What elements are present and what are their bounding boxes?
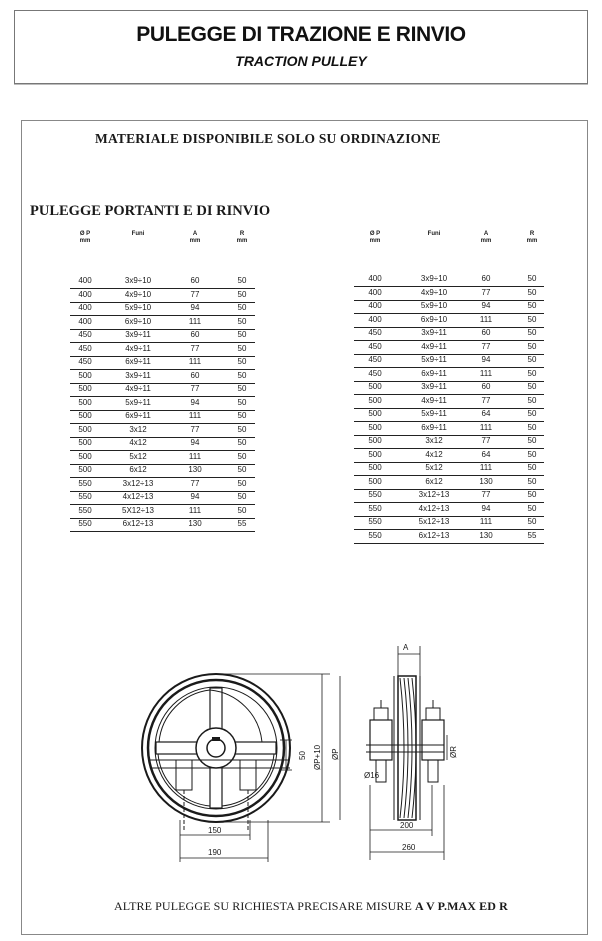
- cell-a: 94: [190, 438, 200, 447]
- cell-dp: 500: [368, 382, 382, 391]
- cell-dp: 450: [78, 330, 92, 339]
- cell-a: 111: [479, 517, 493, 526]
- cell-r: 50: [237, 357, 247, 366]
- cell-r: 50: [237, 478, 247, 488]
- cell-dp: 550: [78, 478, 92, 488]
- cell-r: 50: [237, 424, 247, 434]
- cell-funi: 6x9÷11: [421, 368, 447, 378]
- cell-a: 94: [190, 303, 200, 312]
- cell-a: 60: [481, 274, 491, 283]
- cell-r: 50: [237, 289, 247, 299]
- cell-funi: 4x12: [425, 449, 443, 459]
- cell-funi: 5x12: [425, 463, 443, 472]
- cell-a: 60: [481, 328, 491, 337]
- cell-dp: 500: [78, 451, 92, 461]
- cell-r: 50: [527, 409, 537, 418]
- cell-dp: 400: [368, 274, 382, 283]
- cell-funi: 4x9÷11: [421, 395, 447, 405]
- cell-r: 50: [237, 330, 247, 339]
- cell-dp: 500: [368, 395, 382, 405]
- page-subtitle: TRACTION PULLEY: [235, 53, 367, 69]
- cell-funi: 3x9÷11: [125, 330, 151, 339]
- cell-funi: 6x9÷10: [420, 314, 448, 324]
- cell-dp: 400: [368, 301, 382, 310]
- cell-funi: 4x9÷10: [420, 287, 448, 297]
- cell-r: 55: [527, 530, 537, 540]
- dim-label-200: 200: [400, 821, 414, 830]
- cell-funi: 4x9÷10: [124, 289, 152, 299]
- cell-r: 50: [527, 517, 537, 526]
- cell-r: 50: [527, 476, 537, 486]
- cell-r: 50: [237, 303, 247, 312]
- dim-label-190: 190: [208, 848, 222, 857]
- cell-r: 50: [237, 492, 247, 501]
- cell-r: 50: [527, 422, 537, 432]
- cell-dp: 500: [368, 436, 382, 445]
- cell-funi: 3x9÷10: [420, 274, 448, 283]
- cell-a: 77: [481, 436, 491, 445]
- footer-note-text: ALTRE PULEGGE SU RICHIESTA PRECISARE MISURE: [114, 899, 416, 913]
- cell-a: 111: [188, 505, 202, 515]
- cell-dp: 550: [78, 492, 92, 501]
- cell-dp: 450: [78, 357, 92, 366]
- cell-dp: 400: [368, 287, 382, 297]
- cell-r: 50: [237, 370, 247, 380]
- cell-r: 50: [237, 397, 247, 407]
- cell-a: 130: [479, 476, 493, 486]
- cell-a: 111: [188, 357, 202, 366]
- cell-r: 50: [527, 463, 537, 472]
- cell-a: 130: [188, 519, 202, 528]
- cell-dp: 550: [368, 490, 382, 499]
- cell-a: 77: [190, 343, 200, 353]
- cell-dp: 500: [368, 409, 382, 418]
- cell-funi: 6x9÷11: [125, 357, 151, 366]
- cell-funi: 6x12÷13: [418, 530, 450, 540]
- cell-funi: 3x12÷13: [122, 478, 154, 488]
- cell-a: 77: [481, 287, 491, 297]
- section-heading: PULEGGE PORTANTI E DI RINVIO: [30, 203, 271, 219]
- cell-dp: 500: [78, 465, 92, 474]
- cell-a: 60: [481, 382, 491, 391]
- cell-funi: 5x9÷10: [420, 301, 448, 310]
- cell-funi: 4x9÷11: [125, 343, 151, 353]
- cell-funi: 3x12: [129, 424, 147, 434]
- cell-r: 50: [527, 328, 537, 337]
- cell-a: 111: [188, 451, 202, 461]
- dim-label-dp10: ØP+10: [313, 744, 322, 770]
- cell-a: 64: [481, 409, 491, 418]
- cell-dp: 500: [368, 476, 382, 486]
- cell-funi: 6x12: [129, 465, 147, 474]
- page-title: PULEGGE DI TRAZIONE E RINVIO: [136, 23, 466, 46]
- cell-dp: 500: [368, 449, 382, 459]
- col-header-funi-label: Funi: [131, 231, 145, 237]
- cell-r: 50: [527, 490, 537, 499]
- col-header-dp-label: Ø P: [369, 231, 381, 237]
- cell-r: 50: [237, 384, 247, 393]
- cell-funi: 4x9÷11: [421, 341, 447, 351]
- cell-a: 111: [188, 411, 202, 420]
- cell-funi: 5x12÷13: [418, 517, 450, 526]
- cell-a: 94: [481, 301, 491, 310]
- cell-funi: 5x9÷11: [421, 409, 447, 418]
- cell-a: 111: [479, 463, 493, 472]
- cell-dp: 500: [78, 397, 92, 407]
- cell-dp: 500: [78, 424, 92, 434]
- col-header-dp-label: Ø P: [79, 231, 91, 237]
- cell-a: 60: [190, 370, 200, 380]
- cell-funi: 6x9÷11: [125, 411, 151, 420]
- cell-dp: 550: [368, 530, 382, 540]
- cell-a: 60: [190, 276, 200, 285]
- cell-a: 77: [190, 424, 200, 434]
- cell-dp: 450: [368, 341, 382, 351]
- cell-funi: 6x12: [425, 476, 443, 486]
- cell-dp: 500: [78, 384, 92, 393]
- cell-a: 94: [190, 397, 200, 407]
- cell-dp: 400: [78, 316, 92, 326]
- cell-funi: 4x12÷13: [418, 503, 450, 513]
- col-header-r-label: R: [239, 231, 245, 237]
- cell-funi: 3x9÷11: [125, 370, 151, 380]
- cell-funi: 5x9÷11: [125, 397, 151, 407]
- col-header-funi-label: Funi: [427, 231, 441, 237]
- cell-r: 50: [527, 341, 537, 351]
- col-header-r-unit: mm: [236, 238, 248, 244]
- cell-r: 50: [237, 316, 247, 326]
- cell-funi: 3x9÷10: [124, 276, 152, 285]
- cell-r: 50: [527, 301, 537, 310]
- col-header-a-label: A: [483, 231, 489, 237]
- cell-funi: 5X12÷13: [122, 505, 154, 515]
- cell-dp: 550: [78, 519, 92, 528]
- cell-a: 77: [481, 490, 491, 499]
- col-header-r-label: R: [529, 231, 535, 237]
- cell-a: 111: [479, 314, 493, 324]
- cell-r: 50: [237, 276, 247, 285]
- cell-dp: 500: [78, 370, 92, 380]
- cell-funi: 6x9÷10: [124, 316, 152, 326]
- cell-a: 111: [479, 422, 493, 432]
- dim-label-r: ØR: [449, 746, 458, 758]
- col-header-a-label: A: [192, 231, 198, 237]
- cell-dp: 450: [368, 328, 382, 337]
- cell-a: 77: [481, 341, 491, 351]
- cell-dp: 500: [368, 422, 382, 432]
- cell-r: 50: [527, 314, 537, 324]
- cell-r: 50: [527, 368, 537, 378]
- cell-r: 50: [527, 274, 537, 283]
- cell-a: 94: [190, 492, 200, 501]
- cell-a: 94: [481, 355, 491, 364]
- cell-r: 55: [237, 519, 247, 528]
- cell-funi: 3x9÷11: [421, 382, 447, 391]
- cell-a: 64: [481, 449, 491, 459]
- cell-dp: 400: [78, 289, 92, 299]
- cell-r: 50: [527, 503, 537, 513]
- cell-a: 111: [479, 368, 493, 378]
- cell-dp: 450: [368, 368, 382, 378]
- cell-a: 94: [481, 503, 491, 513]
- cell-dp: 500: [78, 438, 92, 447]
- cell-funi: 5x12: [129, 451, 147, 461]
- cell-r: 50: [237, 411, 247, 420]
- cell-funi: 3x9÷11: [421, 328, 447, 337]
- cell-funi: 4x12: [129, 438, 147, 447]
- col-header-a-unit: mm: [480, 238, 492, 244]
- cell-funi: 3x12: [425, 436, 443, 445]
- cell-dp: 450: [368, 355, 382, 364]
- cell-funi: 5x9÷11: [421, 355, 447, 364]
- cell-dp: 550: [78, 505, 92, 515]
- cell-dp: 400: [78, 276, 92, 285]
- cell-funi: 4x9÷11: [125, 384, 151, 393]
- col-header-dp-unit: mm: [369, 238, 381, 244]
- availability-notice: MATERIALE DISPONIBILE SOLO SU ORDINAZIONE: [95, 131, 441, 146]
- dim-label-150: 150: [208, 826, 222, 835]
- cell-r: 50: [237, 465, 247, 474]
- cell-r: 50: [237, 505, 247, 515]
- pulley-front-view: [142, 674, 290, 822]
- cell-funi: 4x12÷13: [122, 492, 154, 501]
- footer-note-bold: A V P.MAX ED R: [415, 899, 508, 913]
- cell-a: 130: [188, 465, 202, 474]
- dim-label-260: 260: [402, 843, 416, 852]
- cell-r: 50: [527, 287, 537, 297]
- cell-dp: 550: [368, 503, 382, 513]
- cell-r: 50: [527, 395, 537, 405]
- cell-funi: 3x12÷13: [418, 490, 450, 499]
- cell-a: 130: [479, 530, 493, 540]
- cell-funi: 5x9÷10: [124, 303, 152, 312]
- cell-dp: 500: [78, 411, 92, 420]
- cell-a: 77: [481, 395, 491, 405]
- dim-label-50: 50: [298, 751, 307, 760]
- cell-r: 50: [527, 436, 537, 445]
- cell-r: 50: [527, 449, 537, 459]
- cell-a: 77: [190, 289, 200, 299]
- col-header-r-unit: mm: [526, 238, 538, 244]
- cell-dp: 400: [78, 303, 92, 312]
- cell-a: 111: [188, 316, 202, 326]
- cell-funi: 6x12÷13: [122, 519, 154, 528]
- cell-dp: 450: [78, 343, 92, 353]
- cell-r: 50: [237, 438, 247, 447]
- cell-dp: 500: [368, 463, 382, 472]
- cell-a: 60: [190, 330, 200, 339]
- cell-r: 50: [527, 382, 537, 391]
- cell-r: 50: [237, 343, 247, 353]
- col-header-a-unit: mm: [189, 238, 201, 244]
- dim-label-a: A: [403, 643, 409, 652]
- footer-note: [114, 899, 508, 914]
- cell-dp: 400: [368, 314, 382, 324]
- col-header-dp-unit: mm: [79, 238, 91, 244]
- dim-label-16: Ø16: [364, 771, 380, 780]
- cell-a: 77: [190, 384, 200, 393]
- cell-a: 77: [190, 478, 200, 488]
- dim-label-dp: ØP: [331, 748, 340, 760]
- cell-r: 50: [527, 355, 537, 364]
- cell-funi: 6x9÷11: [421, 422, 447, 432]
- cell-dp: 550: [368, 517, 382, 526]
- cell-r: 50: [237, 451, 247, 461]
